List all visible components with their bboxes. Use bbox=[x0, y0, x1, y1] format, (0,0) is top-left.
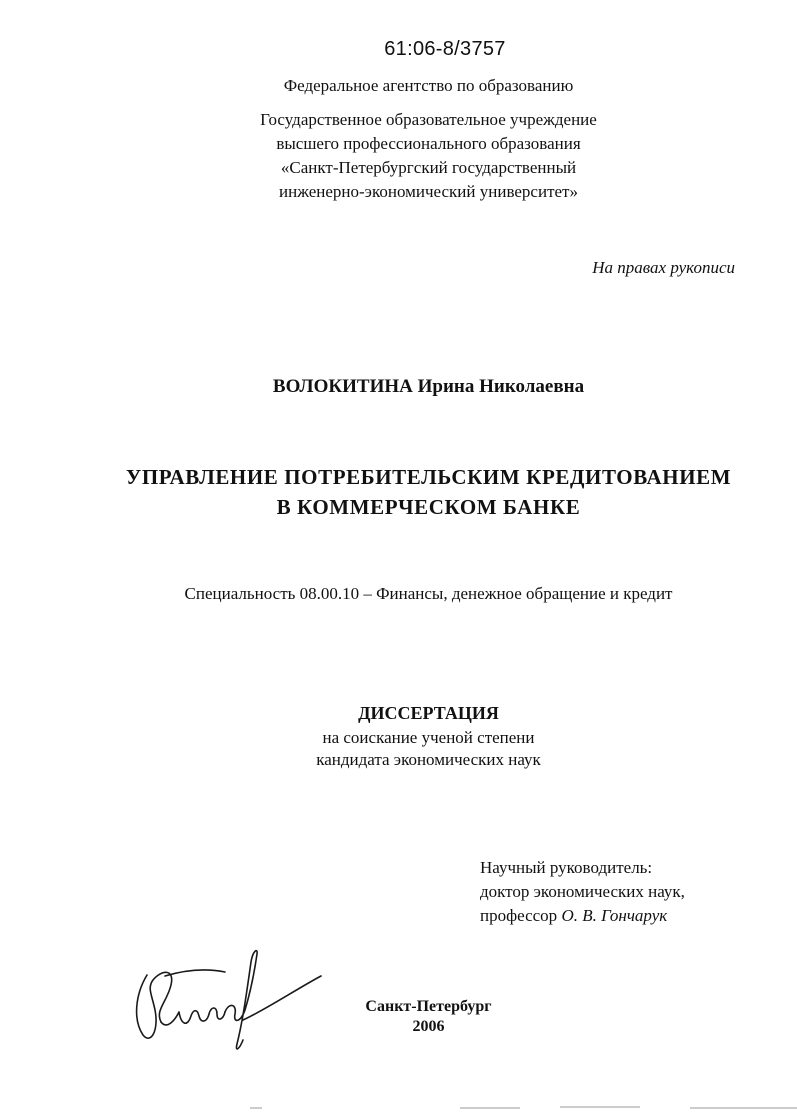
specialty-line: Специальность 08.00.10 – Финансы, денежное обращение и кредит bbox=[184, 584, 673, 603]
supervisor-name: О. В. Гончарук bbox=[561, 906, 668, 925]
agency-name: Федеральное агентство по образованию bbox=[283, 76, 574, 95]
scan-edge-marks bbox=[0, 1102, 797, 1112]
supervisor-label: Научный руководитель: bbox=[480, 858, 653, 877]
institution-line: инженерно-экономический университет» bbox=[279, 182, 578, 201]
city: Санкт-Петербург bbox=[365, 998, 492, 1015]
dissertation-heading: ДИССЕРТАЦИЯ bbox=[358, 703, 499, 723]
supervisor-block bbox=[480, 856, 685, 928]
degree-line: на соискание ученой степени bbox=[322, 728, 535, 747]
document-code: 61:06-8/3757 bbox=[384, 38, 506, 60]
supervisor-degree: доктор экономических наук, bbox=[480, 882, 685, 901]
title-line: УПРАВЛЕНИЕ ПОТРЕБИТЕЛЬСКИМ КРЕДИТОВАНИЕМ bbox=[125, 465, 732, 489]
institution-line: «Санкт-Петербургский государственный bbox=[280, 158, 577, 177]
city-year-block bbox=[0, 997, 797, 1037]
degree-description bbox=[0, 727, 797, 771]
title-line: В КОММЕРЧЕСКОМ БАНКЕ bbox=[276, 495, 581, 519]
institution-line: высшего профессионального образования bbox=[276, 134, 581, 153]
supervisor-title-prefix: профессор bbox=[480, 906, 562, 925]
manuscript-note: На правах рукописи bbox=[592, 258, 735, 277]
author-name: ВОЛОКИТИНА Ирина Николаевна bbox=[272, 376, 585, 397]
degree-line: кандидата экономических наук bbox=[316, 750, 541, 769]
year: 2006 bbox=[412, 1018, 445, 1035]
institution-line: Государственное образовательное учреждение bbox=[260, 110, 597, 129]
dissertation-title bbox=[0, 462, 797, 522]
institution-block bbox=[0, 108, 797, 204]
supervisor-title-line bbox=[480, 904, 685, 928]
